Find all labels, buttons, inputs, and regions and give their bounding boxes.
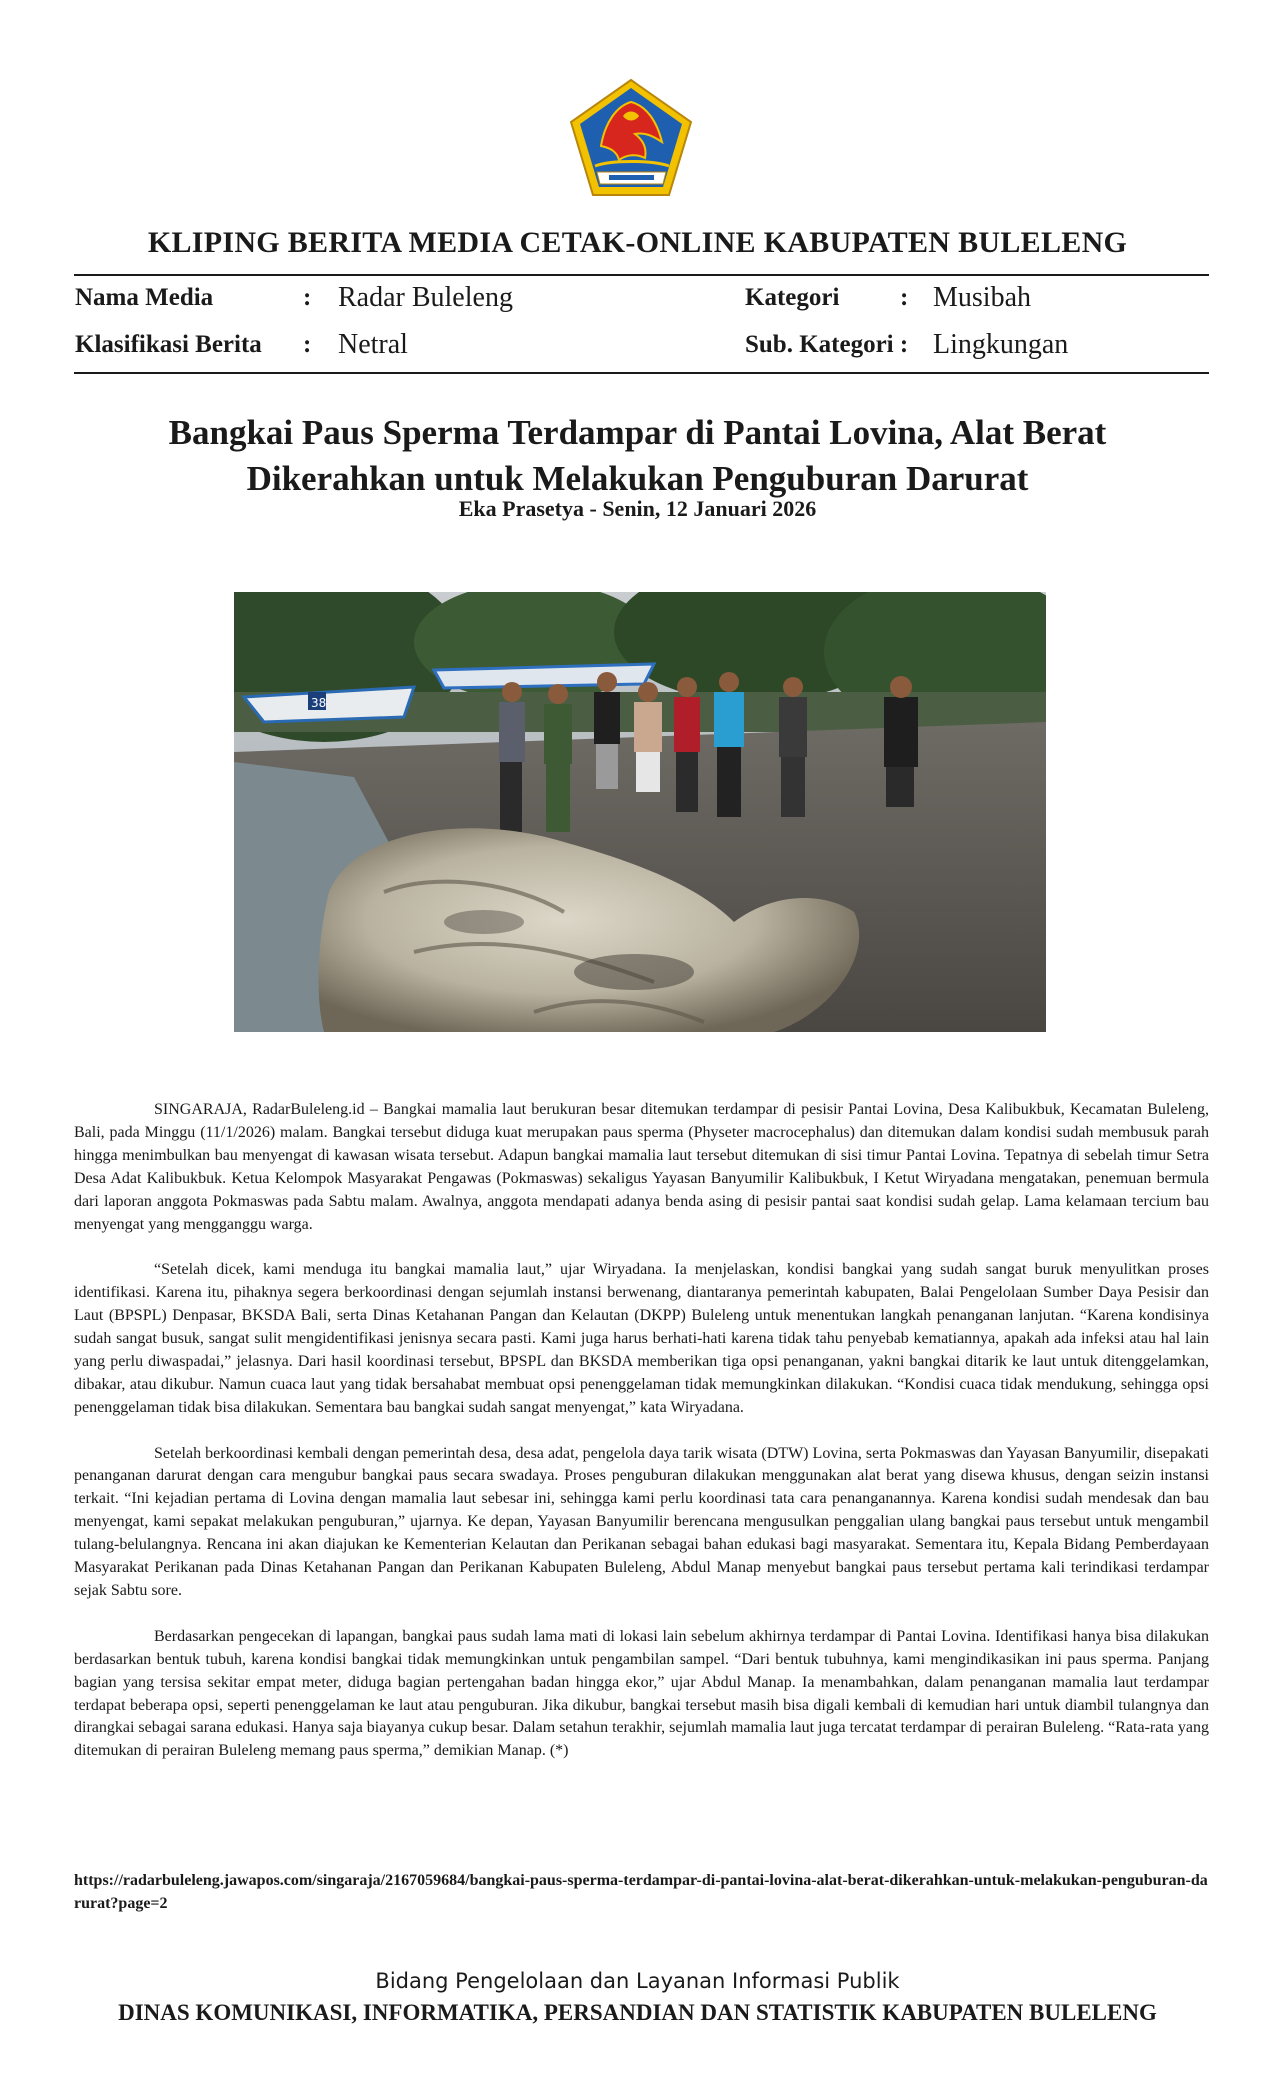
- article-source-url: https://radarbuleleng.jawapos.com/singaraja/2167059684/bangkai-paus-sperma-terdampar-di-pantai-lovina-alat-berat-dikerahkan-untuk-melakukan-penguburan-darurat?page=2: [74, 1872, 1208, 1912]
- article-headline: [100, 410, 1175, 502]
- media-name-colon: :: [303, 284, 312, 311]
- news-classification-value: Netral: [338, 329, 408, 360]
- header-divider-bottom: [74, 372, 1209, 374]
- subcategory-value: Lingkungan: [933, 329, 1069, 360]
- article-byline: Eka Prasetya - Senin, 12 Januari 2026: [458, 496, 817, 521]
- footer-unit-name: Bidang Pengelolaan dan Layanan Informasi Publik: [375, 1969, 900, 1993]
- buleleng-emblem-logo: [565, 76, 698, 199]
- media-name-value: Radar Buleleng: [338, 282, 513, 313]
- category-value: Musibah: [933, 282, 1031, 313]
- boat-number-text: 38: [311, 696, 327, 710]
- clipping-header-title: KLIPING BERITA MEDIA CETAK-ONLINE KABUPATEN BULELENG: [147, 226, 1128, 259]
- subcategory-label: Sub. Kategori :: [745, 331, 909, 358]
- article-photo: [234, 592, 1046, 1032]
- news-classification-label: Klasifikasi Berita: [75, 331, 262, 358]
- header-divider-top: [74, 274, 1209, 276]
- article-paragraph: “Setelah dicek, kami menduga itu bangkai mamalia laut,” ujar Wiryadana. Ia menjelaskan, kondisi bangkai yang sudah sangat buruk menyulitkan proses identifikasi. Karena itu, pihaknya segera berkoordinasi dengan sejumlah instansi berwenang, diantaranya pemerintah kabupaten, Balai Pengelolaan Sumber Daya Pesisir dan Laut (BPSPL) Denpasar, BKSDA Bali, serta Dinas Ketahanan Pangan dan Kelautan (DKPP) Buleleng untuk menentukan langkah penanganan lanjutan. “Karena kondisinya sudah sangat busuk, sangat sulit mengidentifikasi jenisnya secara pasti. Kami juga harus berhati-hati karena tidak tahu penyebab kematiannya, apakah ada infeksi atau hal lain yang perlu diwaspadai,” jelasnya. Dari hasil koordinasi tersebut, BPSPL dan BKSDA memberikan tiga opsi penanganan, yakni bangkai ditarik ke laut untuk ditenggelamkan, dibakar, atau dikubur. Namun cuaca laut yang tidak bersahabat membuat opsi penenggelaman tidak memungkinkan dilakukan. “Kondisi cuaca tidak mendukung, sehingga opsi penenggelaman tidak bisa dilakukan. Sementara bau bangkai sudah sangat menyengat,” kata Wiryadana.: [74, 1261, 1209, 1416]
- article-paragraph: Berdasarkan pengecekan di lapangan, bangkai paus sudah lama mati di lokasi lain sebelum akhirnya terdampar di Pantai Lovina. Identifikasi hanya bisa dilakukan berdasarkan bentuk tubuh, karena kondisi bangkai tidak memungkinkan untuk pengambilan sampel. “Dari bentuk tubuhnya, kami mengindikasikan ini paus sperma. Panjang bagian yang tersisa sekitar empat meter, diduga bagian pertengahan badan hingga ekor,” ujar Abdul Manap. Ia menambahkan, dalam penanganan mamalia laut terdampar terdapat beberapa opsi, seperti penenggelaman ke laut atau penguburan. Jika dikubur, bangkai tersebut masih bisa digali kembali di kemudian hari untuk diambil tulangnya dan dirangkai sebagai sarana edukasi. Hanya saja biayanya cukup besar. Dalam setahun terakhir, sejumlah mamalia laut juga tercatat terdampar di perairan Buleleng. “Rata-rata yang ditemukan di perairan Buleleng memang paus sperma,” demikian Manap. (*): [74, 1627, 1209, 1760]
- footer-agency-name: DINAS KOMUNIKASI, INFORMATIKA, PERSANDIAN DAN STATISTIK KABUPATEN BULELENG: [118, 2000, 1157, 2025]
- headline-line-2: Dikerahkan untuk Melakukan Penguburan Darurat: [246, 459, 1029, 498]
- headline-line-1: Bangkai Paus Sperma Terdampar di Pantai Lovina, Alat Berat: [168, 413, 1107, 452]
- article-paragraph: SINGARAJA, RadarBuleleng.id – Bangkai mamalia laut berukuran besar ditemukan terdampar di pesisir Pantai Lovina, Desa Kalibukbuk, Kecamatan Buleleng, Bali, pada Minggu (11/1/2026) malam. Bangkai tersebut diduga kuat merupakan paus sperma (Physeter macrocephalus) dan ditemukan dalam kondisi sudah membusuk parah hingga menimbulkan bau menyengat di kawasan wisata tersebut. Adapun bangkai mamalia laut tersebut ditemukan di sisi timur Pantai Lovina. Tepatnya di sebelah timur Setra Desa Adat Kalibukbuk. Ketua Kelompok Masyarakat Pengawas (Pokmaswas) sekaligus Yayasan Banyumilir Kalibukbuk, I Ketut Wiryadana mengatakan, penemuan bermula dari laporan anggota Pokmaswas pada Sabtu malam. Awalnya, anggota mendapati adanya benda asing di pesisir pantai saat kondisi sudah gelap. Lama kelamaan tercium bau menyengat yang mengganggu warga.: [74, 1101, 1209, 1233]
- category-label: Kategori: [745, 284, 840, 311]
- article-paragraph: Setelah berkoordinasi kembali dengan pemerintah desa, desa adat, pengelola daya tarik wisata (DTW) Lovina, serta Pokmaswas dan Yayasan Banyumilir, disepakati penanganan darurat dengan cara mengubur bangkai paus secara swadaya. Proses penguburan dilakukan menggunakan alat berat yang disewa khusus, dengan seizin instansi terkait. “Ini kejadian pertama di Lovina dengan mamalia laut sebesar ini, sehingga kami perlu koordinasi tata cara penanganannya. Karena kondisi sudah mendesak dan bau menyengat, kami sepakat melakukan penguburan,” ujarnya. Ke depan, Yayasan Banyumilir berencana mengusulkan penggalian ulang bangkai paus tersebut untuk mengambil tulang-belulangnya. Rencana ini akan diajukan ke Kementerian Kelautan dan Perikanan sebagai bahan edukasi bagi masyarakat. Sementara itu, Kepala Bidang Pemberdayaan Masyarakat Perikanan pada Dinas Ketahanan Pangan dan Perikanan Kabupaten Buleleng, Abdul Manap menyebut bangkai paus tersebut pertama kali terindikasi terdampar sejak Sabtu sore.: [74, 1444, 1209, 1599]
- article-body: [74, 1099, 1209, 1786]
- news-classification-colon: :: [303, 331, 312, 358]
- media-name-label: Nama Media: [75, 284, 214, 311]
- category-colon: :: [900, 284, 909, 311]
